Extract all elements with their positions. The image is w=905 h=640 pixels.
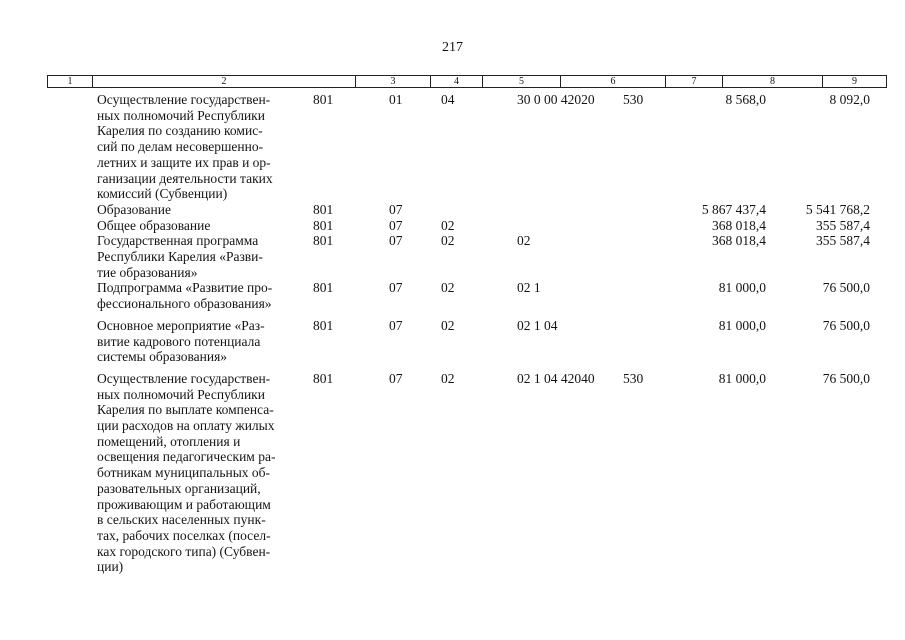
cell-c4: 07 bbox=[389, 217, 403, 233]
cell-c6: 02 1 04 42040 bbox=[517, 370, 595, 386]
cell-c8: 81 000,0 bbox=[718, 317, 766, 333]
row-name-line: ках городского типа) (Субвен- bbox=[97, 543, 271, 559]
row-name-line: проживающим и работающим bbox=[97, 496, 271, 512]
cell-c8: 368 018,4 bbox=[712, 217, 766, 233]
row-name-line: Республики Карелия «Разви- bbox=[97, 249, 263, 264]
row-name-line: Государственная программа bbox=[97, 233, 259, 249]
row-name-line: ции) bbox=[97, 559, 124, 575]
cell-c5: 02 bbox=[441, 370, 455, 386]
column-header-2: 2 bbox=[93, 76, 356, 87]
row-name-line: фессионального образования» bbox=[97, 296, 272, 312]
row-name-line: Подпрограмма «Развитие про- bbox=[97, 280, 273, 296]
row-name-line: сий по делам несовершенно- bbox=[97, 139, 264, 155]
cell-c4: 01 bbox=[389, 92, 403, 107]
cell-c7: 530 bbox=[623, 370, 644, 386]
row-name-line: летних и защите их прав и ор- bbox=[97, 154, 271, 170]
row-name-line: ганизации деятельности таких bbox=[97, 170, 273, 186]
cell-c5: 02 bbox=[441, 217, 455, 233]
row-name-line: витие кадрового потенциала bbox=[97, 333, 261, 349]
column-header-6: 6 bbox=[561, 76, 666, 87]
row-name-line: освещения педагогическим ра- bbox=[97, 449, 276, 465]
cell-c9: 5 541 768,2 bbox=[805, 201, 870, 217]
cell-c3: 801 bbox=[313, 233, 334, 249]
cell-c8: 5 867 437,4 bbox=[701, 201, 766, 217]
row-name bbox=[97, 92, 302, 202]
row-name bbox=[97, 280, 302, 311]
cell-c8: 81 000,0 bbox=[718, 370, 766, 386]
column-header-9: 9 bbox=[852, 76, 857, 87]
cell-c9: 355 587,4 bbox=[816, 233, 870, 249]
row-name-line: Образование bbox=[97, 201, 171, 217]
row-name-line: комиссий (Субвенции) bbox=[97, 186, 228, 202]
column-header-8: 8 bbox=[723, 76, 823, 87]
row-name bbox=[97, 218, 302, 234]
cell-c4: 07 bbox=[389, 317, 403, 333]
row-name-line: системы образования» bbox=[97, 349, 228, 365]
row-name-line: Осуществление государствен- bbox=[97, 92, 271, 107]
row-name-line: тие образования» bbox=[97, 264, 198, 280]
cell-c3: 801 bbox=[313, 201, 334, 217]
row-name-line: Карелия по выплате компенса- bbox=[97, 402, 274, 418]
cell-c3: 801 bbox=[313, 217, 334, 233]
cell-c3: 801 bbox=[313, 317, 334, 333]
column-header-7: 7 bbox=[666, 76, 723, 87]
cell-c9: 76 500,0 bbox=[822, 317, 870, 333]
row-name-line: ции расходов на оплату жилых bbox=[97, 418, 275, 433]
column-header-row bbox=[47, 75, 887, 88]
row-name-line: Осуществление государствен- bbox=[97, 370, 271, 386]
row-name-line: в сельских населенных пунк- bbox=[97, 512, 266, 528]
cell-c5: 02 bbox=[441, 280, 455, 296]
row-name bbox=[97, 318, 302, 365]
cell-c8: 81 000,0 bbox=[718, 280, 766, 296]
row-name bbox=[97, 233, 302, 280]
cell-c6: 30 0 00 42020 bbox=[517, 92, 595, 107]
cell-c8: 8 568,0 bbox=[725, 92, 766, 107]
cell-c8: 368 018,4 bbox=[712, 233, 766, 249]
cell-c5: 04 bbox=[441, 92, 455, 107]
cell-c4: 07 bbox=[389, 233, 403, 249]
column-header-5: 5 bbox=[483, 76, 561, 87]
row-name-line: тах, рабочих поселках (посел- bbox=[97, 527, 271, 543]
cell-c9: 76 500,0 bbox=[822, 280, 870, 296]
row-name-line: Общее образование bbox=[97, 217, 211, 233]
cell-c9: 8 092,0 bbox=[829, 92, 870, 107]
cell-c3: 801 bbox=[313, 280, 334, 296]
cell-c6: 02 1 bbox=[517, 280, 541, 296]
column-header-3: 3 bbox=[356, 76, 431, 87]
cell-c5: 02 bbox=[441, 317, 455, 333]
row-name-line: ных полномочий Республики bbox=[97, 386, 265, 402]
cell-c9: 355 587,4 bbox=[816, 217, 870, 233]
row-name bbox=[97, 371, 302, 575]
cell-c6: 02 1 04 bbox=[517, 317, 558, 333]
cell-c3: 801 bbox=[313, 370, 334, 386]
column-header-1: 1 bbox=[48, 76, 93, 87]
row-name bbox=[97, 202, 302, 218]
cell-c5: 02 bbox=[441, 233, 455, 249]
row-name-line: ботникам муниципальных об- bbox=[97, 465, 271, 481]
row-name-line: разовательных организаций, bbox=[97, 480, 261, 496]
cell-c4: 07 bbox=[389, 201, 403, 217]
row-name-line: помещений, отопления и bbox=[97, 433, 241, 449]
column-header-4: 4 bbox=[431, 76, 483, 87]
cell-c4: 07 bbox=[389, 370, 403, 386]
cell-c4: 07 bbox=[389, 280, 403, 296]
row-name-line: Основное мероприятие «Раз- bbox=[97, 317, 265, 333]
row-name-line: ных полномочий Республики bbox=[97, 107, 265, 123]
cell-c3: 801 bbox=[313, 92, 334, 107]
cell-c9: 76 500,0 bbox=[822, 370, 870, 386]
row-name-line: Карелия по созданию комис- bbox=[97, 123, 263, 139]
page-number: 217 bbox=[442, 40, 463, 55]
cell-c6: 02 bbox=[517, 233, 531, 249]
cell-c7: 530 bbox=[623, 92, 644, 107]
